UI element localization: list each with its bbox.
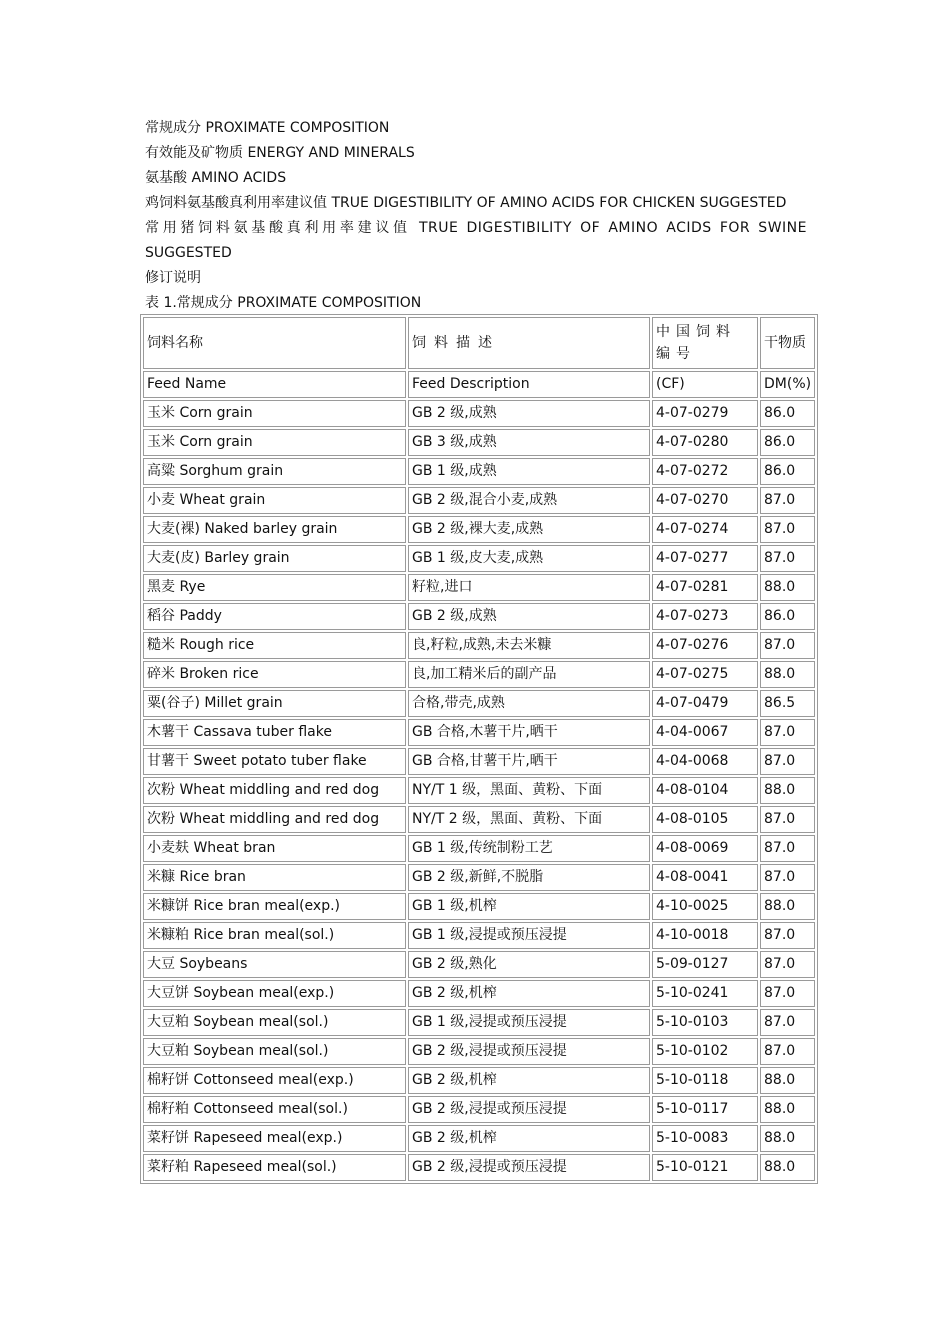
table-row (143, 1096, 815, 1123)
dm-cell: 88.0 (760, 1096, 815, 1123)
feed-description-cell: GB 1 级,成熟 (408, 458, 650, 485)
feed-name-cell: 大豆饼 Soybean meal(exp.) (143, 980, 406, 1007)
feed-description-cell: GB 2 级,熟化 (408, 951, 650, 978)
table-row (143, 951, 815, 978)
dm-cell: 86.0 (760, 458, 815, 485)
feed-description-cell: 良,籽粒,成熟,未去米糠 (408, 632, 650, 659)
intro-section (145, 116, 807, 316)
feed-name-cell: 小麦 Wheat grain (143, 487, 406, 514)
table-row (143, 1009, 815, 1036)
feed-name-cell: 棉籽饼 Cottonseed meal(exp.) (143, 1067, 406, 1094)
table-row (143, 748, 815, 775)
dm-cell: 88.0 (760, 574, 815, 601)
cf-code-cell: 5-10-0102 (652, 1038, 758, 1065)
intro-line: 氨基酸 AMINO ACIDS (145, 170, 287, 186)
table-row (143, 1067, 815, 1094)
dm-cell: 87.0 (760, 922, 815, 949)
table-row (143, 893, 815, 920)
feed-name-cell: 大豆粕 Soybean meal(sol.) (143, 1009, 406, 1036)
feed-name-cell: 木薯干 Cassava tuber flake (143, 719, 406, 746)
feed-description-cell: GB 1 级,浸提或预压浸提 (408, 922, 650, 949)
cf-code-cell: 4-07-0275 (652, 661, 758, 688)
table-row (143, 545, 815, 572)
header-cell: 饲料名称 (143, 317, 406, 369)
dm-cell: 88.0 (760, 661, 815, 688)
feed-name-cell: 米糠饼 Rice bran meal(exp.) (143, 893, 406, 920)
header-cell: DM(%) (760, 371, 815, 398)
table-row (143, 603, 815, 630)
feed-description-cell: GB 2 级,机榨 (408, 1125, 650, 1152)
cf-code-cell: 4-04-0067 (652, 719, 758, 746)
feed-description-cell: GB 2 级,浸提或预压浸提 (408, 1154, 650, 1181)
feed-name-cell: 糙米 Rough rice (143, 632, 406, 659)
intro-line: SUGGESTED (145, 245, 232, 261)
feed-name-cell: 玉米 Corn grain (143, 429, 406, 456)
dm-cell: 87.0 (760, 516, 815, 543)
intro-line: 修订说明 (145, 270, 201, 286)
table-header-row-en (143, 371, 815, 398)
proximate-composition-table (140, 314, 818, 1184)
feed-description-cell: GB 2 级,混合小麦,成熟 (408, 487, 650, 514)
cf-code-cell: 4-07-0272 (652, 458, 758, 485)
feed-description-cell: GB 1 级,皮大麦,成熟 (408, 545, 650, 572)
feed-description-cell: GB 1 级,机榨 (408, 893, 650, 920)
table-caption: 表 1.常规成分 PROXIMATE COMPOSITION (145, 295, 422, 311)
cf-code-cell: 4-10-0018 (652, 922, 758, 949)
cf-code-cell: 4-10-0025 (652, 893, 758, 920)
dm-cell: 86.0 (760, 400, 815, 427)
dm-cell: 88.0 (760, 1067, 815, 1094)
feed-name-cell: 黑麦 Rye (143, 574, 406, 601)
cf-code-cell: 4-07-0479 (652, 690, 758, 717)
feed-name-cell: 大豆 Soybeans (143, 951, 406, 978)
header-cell: 干物质 (760, 317, 815, 369)
dm-cell: 87.0 (760, 951, 815, 978)
dm-cell: 88.0 (760, 893, 815, 920)
table-row (143, 458, 815, 485)
cf-code-cell: 4-07-0277 (652, 545, 758, 572)
cf-code-cell: 4-07-0279 (652, 400, 758, 427)
cf-code-cell: 4-07-0270 (652, 487, 758, 514)
feed-name-cell: 玉米 Corn grain (143, 400, 406, 427)
feed-description-cell: GB 合格,木薯干片,晒干 (408, 719, 650, 746)
cf-code-cell: 4-04-0068 (652, 748, 758, 775)
header-cell: Feed Description (408, 371, 650, 398)
feed-name-cell: 次粉 Wheat middling and red dog (143, 777, 406, 804)
table-row (143, 835, 815, 862)
feed-description-cell: 合格,带壳,成熟 (408, 690, 650, 717)
feed-name-cell: 米糠粕 Rice bran meal(sol.) (143, 922, 406, 949)
table-row (143, 661, 815, 688)
feed-description-cell: GB 2 级,机榨 (408, 980, 650, 1007)
dm-cell: 88.0 (760, 777, 815, 804)
feed-description-cell: GB 2 级,机榨 (408, 1067, 650, 1094)
feed-name-cell: 菜籽粕 Rapeseed meal(sol.) (143, 1154, 406, 1181)
header-cell: 饲料描述 (408, 317, 650, 369)
intro-line: 常规成分 PROXIMATE COMPOSITION (145, 120, 390, 136)
dm-cell: 88.0 (760, 1125, 815, 1152)
table-row (143, 429, 815, 456)
dm-cell: 88.0 (760, 1154, 815, 1181)
intro-line: 有效能及矿物质 ENERGY AND MINERALS (145, 145, 415, 161)
cf-code-cell: 5-10-0241 (652, 980, 758, 1007)
dm-cell: 87.0 (760, 1009, 815, 1036)
cf-code-cell: 4-08-0069 (652, 835, 758, 862)
table-row (143, 1038, 815, 1065)
feed-name-cell: 大豆粕 Soybean meal(sol.) (143, 1038, 406, 1065)
dm-cell: 87.0 (760, 864, 815, 891)
table-row (143, 1125, 815, 1152)
table-row (143, 864, 815, 891)
feed-name-cell: 小麦麸 Wheat bran (143, 835, 406, 862)
feed-name-cell: 粟(谷子) Millet grain (143, 690, 406, 717)
feed-description-cell: GB 2 级,成熟 (408, 603, 650, 630)
cf-code-cell: 5-10-0103 (652, 1009, 758, 1036)
feed-description-cell: GB 1 级,浸提或预压浸提 (408, 1009, 650, 1036)
cf-code-cell: 4-08-0104 (652, 777, 758, 804)
feed-description-cell: GB 2 级,裸大麦,成熟 (408, 516, 650, 543)
feed-description-cell: 良,加工精米后的副产品 (408, 661, 650, 688)
feed-name-cell: 米糠 Rice bran (143, 864, 406, 891)
dm-cell: 87.0 (760, 1038, 815, 1065)
cf-code-cell: 5-09-0127 (652, 951, 758, 978)
table-row (143, 777, 815, 804)
cf-code-cell: 4-07-0274 (652, 516, 758, 543)
cf-code-cell: 4-07-0280 (652, 429, 758, 456)
feed-description-cell: 籽粒,进口 (408, 574, 650, 601)
table-row (143, 980, 815, 1007)
intro-line: 常用猪饲料氨基酸真利用率建议值 TRUE DIGESTIBILITY OF AMINO ACIDS FOR SWINE (145, 220, 807, 236)
header-cell: 中国饲料编号 (652, 317, 758, 369)
cf-code-cell: 4-08-0105 (652, 806, 758, 833)
dm-cell: 87.0 (760, 835, 815, 862)
header-cell: (CF) (652, 371, 758, 398)
table-row (143, 922, 815, 949)
feed-name-cell: 大麦(皮) Barley grain (143, 545, 406, 572)
feed-description-cell: GB 2 级,浸提或预压浸提 (408, 1038, 650, 1065)
dm-cell: 87.0 (760, 632, 815, 659)
table-row (143, 1154, 815, 1181)
dm-cell: 87.0 (760, 719, 815, 746)
dm-cell: 87.0 (760, 980, 815, 1007)
table-row (143, 806, 815, 833)
dm-cell: 86.5 (760, 690, 815, 717)
feed-name-cell: 高粱 Sorghum grain (143, 458, 406, 485)
dm-cell: 86.0 (760, 603, 815, 630)
dm-cell: 86.0 (760, 429, 815, 456)
cf-code-cell: 5-10-0117 (652, 1096, 758, 1123)
feed-description-cell: NY/T 1 级，黑面、黄粉、下面 (408, 777, 650, 804)
dm-cell: 87.0 (760, 806, 815, 833)
cf-code-cell: 5-10-0121 (652, 1154, 758, 1181)
dm-cell: 87.0 (760, 487, 815, 514)
cf-code-cell: 5-10-0118 (652, 1067, 758, 1094)
feed-name-cell: 菜籽饼 Rapeseed meal(exp.) (143, 1125, 406, 1152)
feed-description-cell: GB 合格,甘薯干片,晒干 (408, 748, 650, 775)
feed-name-cell: 大麦(裸) Naked barley grain (143, 516, 406, 543)
feed-description-cell: GB 2 级,浸提或预压浸提 (408, 1096, 650, 1123)
table-row (143, 690, 815, 717)
table-row (143, 516, 815, 543)
feed-description-cell: GB 1 级,传统制粉工艺 (408, 835, 650, 862)
feed-name-cell: 甘薯干 Sweet potato tuber flake (143, 748, 406, 775)
feed-name-cell: 次粉 Wheat middling and red dog (143, 806, 406, 833)
table-header-row-cn (143, 317, 815, 369)
table-row (143, 632, 815, 659)
feed-name-cell: 稻谷 Paddy (143, 603, 406, 630)
feed-description-cell: GB 2 级,成熟 (408, 400, 650, 427)
feed-name-cell: 棉籽粕 Cottonseed meal(sol.) (143, 1096, 406, 1123)
feed-description-cell: NY/T 2 级，黑面、黄粉、下面 (408, 806, 650, 833)
table-row (143, 487, 815, 514)
cf-code-cell: 5-10-0083 (652, 1125, 758, 1152)
feed-name-cell: 碎米 Broken rice (143, 661, 406, 688)
dm-cell: 87.0 (760, 545, 815, 572)
table-row (143, 400, 815, 427)
intro-line: 鸡饲料氨基酸真利用率建议值 TRUE DIGESTIBILITY OF AMINO ACIDS FOR CHICKEN SUGGESTED (145, 195, 787, 211)
dm-cell: 87.0 (760, 748, 815, 775)
feed-description-cell: GB 3 级,成熟 (408, 429, 650, 456)
cf-code-cell: 4-08-0041 (652, 864, 758, 891)
table-row (143, 719, 815, 746)
header-cell: Feed Name (143, 371, 406, 398)
cf-code-cell: 4-07-0281 (652, 574, 758, 601)
table-row (143, 574, 815, 601)
cf-code-cell: 4-07-0276 (652, 632, 758, 659)
cf-code-cell: 4-07-0273 (652, 603, 758, 630)
feed-description-cell: GB 2 级,新鲜,不脱脂 (408, 864, 650, 891)
